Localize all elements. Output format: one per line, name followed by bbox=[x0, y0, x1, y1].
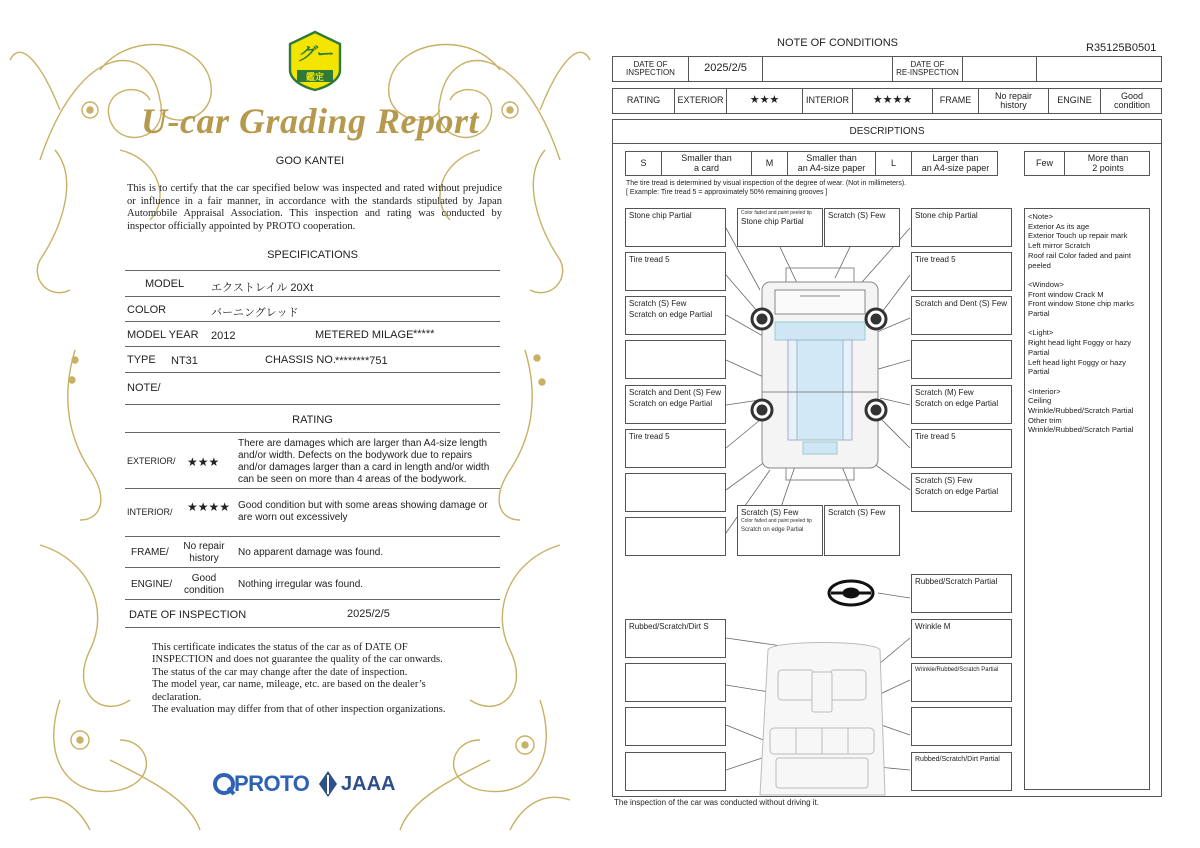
notes-spacer bbox=[1028, 319, 1146, 329]
notes-line: Front window Crack M bbox=[1028, 289, 1104, 299]
interior-stars: ★★★★ bbox=[187, 500, 231, 514]
legend-m-line-1: Smaller than bbox=[806, 153, 857, 164]
footer-line: This certificate indicates the status of the car as of DATE OF bbox=[152, 642, 408, 653]
footer-line: The evaluation may differ from that of other inspection organizations. bbox=[152, 704, 446, 716]
note-text: Scratch (M) Few bbox=[915, 388, 974, 397]
dor-line-2: RE-INSPECTION bbox=[896, 68, 959, 77]
note-text: Rubbed/Scratch/Dirt Partial bbox=[915, 756, 1000, 763]
model-label: MODEL bbox=[145, 278, 185, 290]
note-box-left-6 bbox=[625, 429, 726, 468]
note-text: Scratch on edge Partial bbox=[629, 309, 713, 319]
legend-m-line-2: an A4-size paper bbox=[797, 162, 866, 173]
footer-line: INSPECTION and does not guarantee the quality of the car onwards. bbox=[152, 654, 443, 666]
note-label: NOTE/ bbox=[127, 382, 161, 394]
interior-label: INTERIOR bbox=[803, 89, 853, 113]
legend-few-line-2: 2 points bbox=[1092, 162, 1124, 173]
jaaa-logo-text: JAAA bbox=[341, 773, 396, 795]
note-box-rear-center-right bbox=[824, 505, 900, 556]
specifications-heading: SPECIFICATIONS bbox=[267, 249, 358, 261]
notes-line: <Window> bbox=[1028, 279, 1064, 289]
frame-value bbox=[175, 541, 233, 565]
tire-tread-note: The tire tread is determined by visual inspection of the degree of wear. (Not in millimeters). bbox=[626, 180, 907, 187]
spec-row-note bbox=[125, 374, 500, 405]
note-box-interior-right-4 bbox=[911, 752, 1012, 791]
footer-line: declaration. bbox=[152, 691, 202, 703]
engine-value-line-1: Good bbox=[191, 573, 217, 584]
sheet-title: NOTE OF CONDITIONS bbox=[777, 37, 898, 49]
note-box-right-4 bbox=[911, 340, 1012, 379]
legend-few: Few bbox=[1025, 152, 1065, 175]
rating-row-frame bbox=[125, 538, 500, 568]
engine-line-2: condition bbox=[1113, 100, 1151, 110]
note-text: Tire tread 5 bbox=[629, 432, 670, 441]
date-of-inspection-value: 2025/2/5 bbox=[689, 57, 763, 81]
exterior-description: There are damages which are larger than A4-size length and/or width. Defects on the bodywork due to repairs and/or damages larger than a card in length and/or width can be seen on more than 4 areas of the bodywork. bbox=[238, 438, 490, 485]
notes-line: <Interior> bbox=[1028, 386, 1061, 396]
metered-milage-value: ***** bbox=[413, 328, 435, 340]
rating-row-interior bbox=[125, 490, 500, 537]
note-text: Scratch on edge Partial bbox=[629, 398, 713, 408]
note-text: Scratch on edge Partial bbox=[741, 527, 804, 534]
note-box-left-3 bbox=[625, 296, 726, 335]
proto-logo-text: PROTO bbox=[234, 771, 310, 796]
legend-s-line-2: a card bbox=[693, 162, 719, 173]
interior-description: Good condition but with some areas showing damage or are worn out excessively bbox=[238, 500, 488, 523]
note-box-interior-left-4 bbox=[625, 752, 726, 791]
note-small-text: Color faded and paint peeled tip bbox=[741, 517, 812, 524]
note-box-right-5 bbox=[911, 385, 1012, 424]
note-text: Scratch on edge Partial bbox=[915, 398, 999, 408]
note-box-right-3 bbox=[911, 296, 1012, 335]
rating-heading: RATING bbox=[292, 414, 333, 426]
proto-mark-icon bbox=[212, 772, 236, 796]
note-text: Rubbed/Scratch Partial bbox=[915, 577, 998, 586]
interior-stars: ★★★★ bbox=[853, 89, 933, 113]
note-box-steering bbox=[911, 574, 1012, 613]
legend-m: M bbox=[752, 152, 788, 175]
engine-value-line-2: condition bbox=[183, 585, 225, 596]
goo-kantei-badge bbox=[287, 30, 343, 92]
note-text: Scratch on edge Partial bbox=[915, 486, 999, 496]
notes-line: <Note> bbox=[1028, 212, 1053, 221]
note-box-interior-right-3 bbox=[911, 707, 1012, 746]
note-box-interior-right-1 bbox=[911, 619, 1012, 658]
notes-line: Left head light Foggy or hazy Partial bbox=[1028, 357, 1126, 377]
legend-l-line-2: an A4-size paper bbox=[921, 162, 990, 173]
note-text: Scratch (S) Few bbox=[828, 508, 886, 517]
footer-line: The model year, car name, mileage, etc. are based on the dealer’s bbox=[152, 679, 426, 691]
rating-top-rule bbox=[125, 432, 500, 433]
legend-l: L bbox=[876, 152, 912, 175]
jaaa-logo bbox=[318, 770, 398, 798]
note-text: Scratch (S) Few bbox=[741, 508, 799, 517]
frame-label: FRAME bbox=[933, 89, 979, 113]
notes-panel bbox=[1024, 208, 1150, 790]
note-box-left-2 bbox=[625, 252, 726, 291]
proto-logo bbox=[212, 770, 312, 798]
note-text: Scratch (S) Few bbox=[915, 476, 973, 485]
note-box-front-center-left bbox=[737, 208, 823, 247]
note-text: Rubbed/Scratch/Dirt S bbox=[629, 622, 709, 631]
color-label: COLOR bbox=[127, 304, 167, 316]
notes-line: Wrinkle/Rubbed/Scratch Partial bbox=[1028, 406, 1134, 416]
note-text: Tire tread 5 bbox=[629, 255, 670, 264]
note-small-text: Color faded and paint peeled tip bbox=[741, 210, 812, 216]
interior-label: INTERIOR/ bbox=[127, 507, 173, 517]
note-box-left-4 bbox=[625, 340, 726, 379]
type-value: NT31 bbox=[171, 355, 198, 367]
dor-line-1: DATE OF bbox=[910, 59, 945, 69]
sheet-footer-note: The inspection of the car was conducted without driving it. bbox=[614, 798, 819, 807]
engine-label: ENGINE/ bbox=[131, 579, 173, 590]
notes-line: Other trim bbox=[1028, 415, 1062, 425]
sheet-ref-number: R35125B0501 bbox=[1086, 42, 1157, 54]
spec-row-model bbox=[125, 272, 500, 297]
descriptions-heading: DESCRIPTIONS bbox=[612, 119, 1162, 144]
note-box-interior-left-2 bbox=[625, 663, 726, 702]
certification-intro: This is to certify that the car specified below was inspected and rated without prejudice or influence in a fair manner, in accordance with the standards stipulated by Japan Automobile Appraisal Association. This inspection and rating was conducted by inspector officially appointed by PROTO cooperation. bbox=[127, 183, 502, 232]
note-box-right-6 bbox=[911, 429, 1012, 468]
note-box-interior-left-3 bbox=[625, 707, 726, 746]
note-box-front-right bbox=[911, 208, 1012, 247]
report-subtitle: GOO KANTEI bbox=[275, 155, 345, 167]
engine-label: ENGINE bbox=[1049, 89, 1101, 113]
jaaa-mark-icon bbox=[318, 770, 338, 798]
date-of-inspection-value: 2025/2/5 bbox=[347, 608, 390, 620]
note-box-right-2 bbox=[911, 252, 1012, 291]
rating-row-date bbox=[125, 601, 500, 628]
model-year-label: MODEL YEAR bbox=[127, 329, 199, 341]
engine-line-1: Good bbox=[1120, 90, 1144, 101]
notes-line: Wrinkle/Rubbed/Scratch Partial bbox=[1028, 425, 1134, 435]
note-text: Stone chip Partial bbox=[629, 211, 692, 220]
notes-line: Left mirror Scratch bbox=[1028, 241, 1091, 251]
model-value: エクストレイル 20Xt bbox=[211, 282, 314, 294]
tire-tread-example: [ Example: Tire tread 5 = approximately 50% remaining grooves ] bbox=[626, 189, 828, 196]
notes-line: Ceiling bbox=[1028, 396, 1052, 406]
steering-wheel-icon bbox=[829, 581, 873, 605]
exterior-stars: ★★★ bbox=[187, 455, 220, 469]
notes-line: Exterior Touch up repair mark bbox=[1028, 231, 1128, 241]
note-text: Stone chip Partial bbox=[915, 211, 978, 220]
car-top-view bbox=[762, 268, 878, 480]
date-of-inspection-label: DATE OF INSPECTION bbox=[129, 609, 247, 621]
note-text: Scratch (S) Few bbox=[828, 211, 886, 220]
notes-line: <Light> bbox=[1028, 328, 1054, 338]
report-script-title: U-car Grading Report bbox=[140, 101, 479, 141]
note-box-rear-center-left bbox=[737, 505, 823, 556]
car-interior-view bbox=[760, 643, 885, 796]
notes-line: Right head light Foggy or hazy Partial bbox=[1028, 338, 1131, 357]
badge-logo-text: グー bbox=[297, 44, 333, 64]
color-value: バーニングレッド bbox=[211, 307, 299, 319]
notes-line: Roof rail Color faded and paint peeled bbox=[1028, 250, 1132, 270]
notes-line: Exterior As its age bbox=[1028, 221, 1090, 231]
chassis-value: ********751 bbox=[335, 355, 388, 367]
note-text: Scratch and Dent (S) Few bbox=[629, 388, 722, 397]
doi-line-1: DATE OF bbox=[633, 59, 668, 69]
notes-spacer bbox=[1028, 270, 1146, 280]
legend-l-line-1: Larger than bbox=[932, 153, 979, 164]
exterior-label: EXTERIOR/ bbox=[127, 456, 176, 466]
notes-line: Front window Stone chip marks Partial bbox=[1028, 299, 1134, 319]
note-box-right-7 bbox=[911, 473, 1012, 512]
frame-value-line-2: history bbox=[189, 553, 219, 564]
certificate-footer bbox=[152, 642, 482, 716]
legend-s: S bbox=[626, 152, 662, 175]
frame-line-1: No repair bbox=[994, 90, 1032, 101]
frame-label: FRAME/ bbox=[131, 547, 169, 558]
note-text: Wrinkle/Rubbed/Scratch Partial bbox=[915, 667, 999, 673]
notes-spacer bbox=[1028, 377, 1146, 387]
note-text: Scratch and Dent (S) Few bbox=[915, 299, 1008, 308]
note-box-interior-right-2 bbox=[911, 663, 1012, 702]
metered-milage-label: METERED MILAGE bbox=[315, 329, 414, 341]
note-text: Wrinkle M bbox=[915, 622, 951, 631]
note-box-interior-left-1 bbox=[625, 619, 726, 658]
note-box-front-left bbox=[625, 208, 726, 247]
frame-line-2: history bbox=[1000, 100, 1027, 110]
exterior-stars: ★★★ bbox=[727, 89, 803, 113]
rating-row-exterior bbox=[125, 434, 500, 489]
note-text: Stone chip Partial bbox=[741, 216, 804, 226]
chassis-label: CHASSIS NO. bbox=[265, 354, 336, 366]
spec-row-type bbox=[125, 348, 500, 373]
frame-value-line-1: No repair bbox=[183, 541, 225, 552]
type-label: TYPE bbox=[127, 354, 156, 366]
badge-sub-text: 鑑定 bbox=[305, 72, 324, 82]
note-box-left-5 bbox=[625, 385, 726, 424]
frame-description: No apparent damage was found. bbox=[238, 547, 384, 558]
note-box-left-8 bbox=[625, 517, 726, 556]
note-text: Scratch (S) Few bbox=[629, 299, 687, 308]
note-box-front-center-right bbox=[824, 208, 900, 247]
note-box-left-7 bbox=[625, 473, 726, 512]
legend-s-line-1: Smaller than bbox=[681, 153, 732, 164]
rating-row-engine bbox=[125, 569, 500, 600]
spec-row-model-year bbox=[125, 323, 500, 347]
spec-top-rule bbox=[125, 270, 500, 271]
model-year-value: 2012 bbox=[211, 330, 236, 342]
note-of-conditions-sheet bbox=[600, 0, 1200, 848]
note-text: Tire tread 5 bbox=[915, 432, 956, 441]
legend-few-line-1: More than bbox=[1087, 153, 1129, 164]
footer-line: The status of the car may change after the date of inspection. bbox=[152, 666, 408, 678]
engine-value bbox=[175, 573, 233, 597]
spec-row-color bbox=[125, 298, 500, 322]
engine-description: Nothing irregular was found. bbox=[238, 579, 364, 590]
note-text: Tire tread 5 bbox=[915, 255, 956, 264]
doi-line-2: INSPECTION bbox=[626, 68, 675, 77]
exterior-label: EXTERIOR bbox=[675, 89, 727, 113]
rating-label: RATING bbox=[613, 89, 675, 113]
